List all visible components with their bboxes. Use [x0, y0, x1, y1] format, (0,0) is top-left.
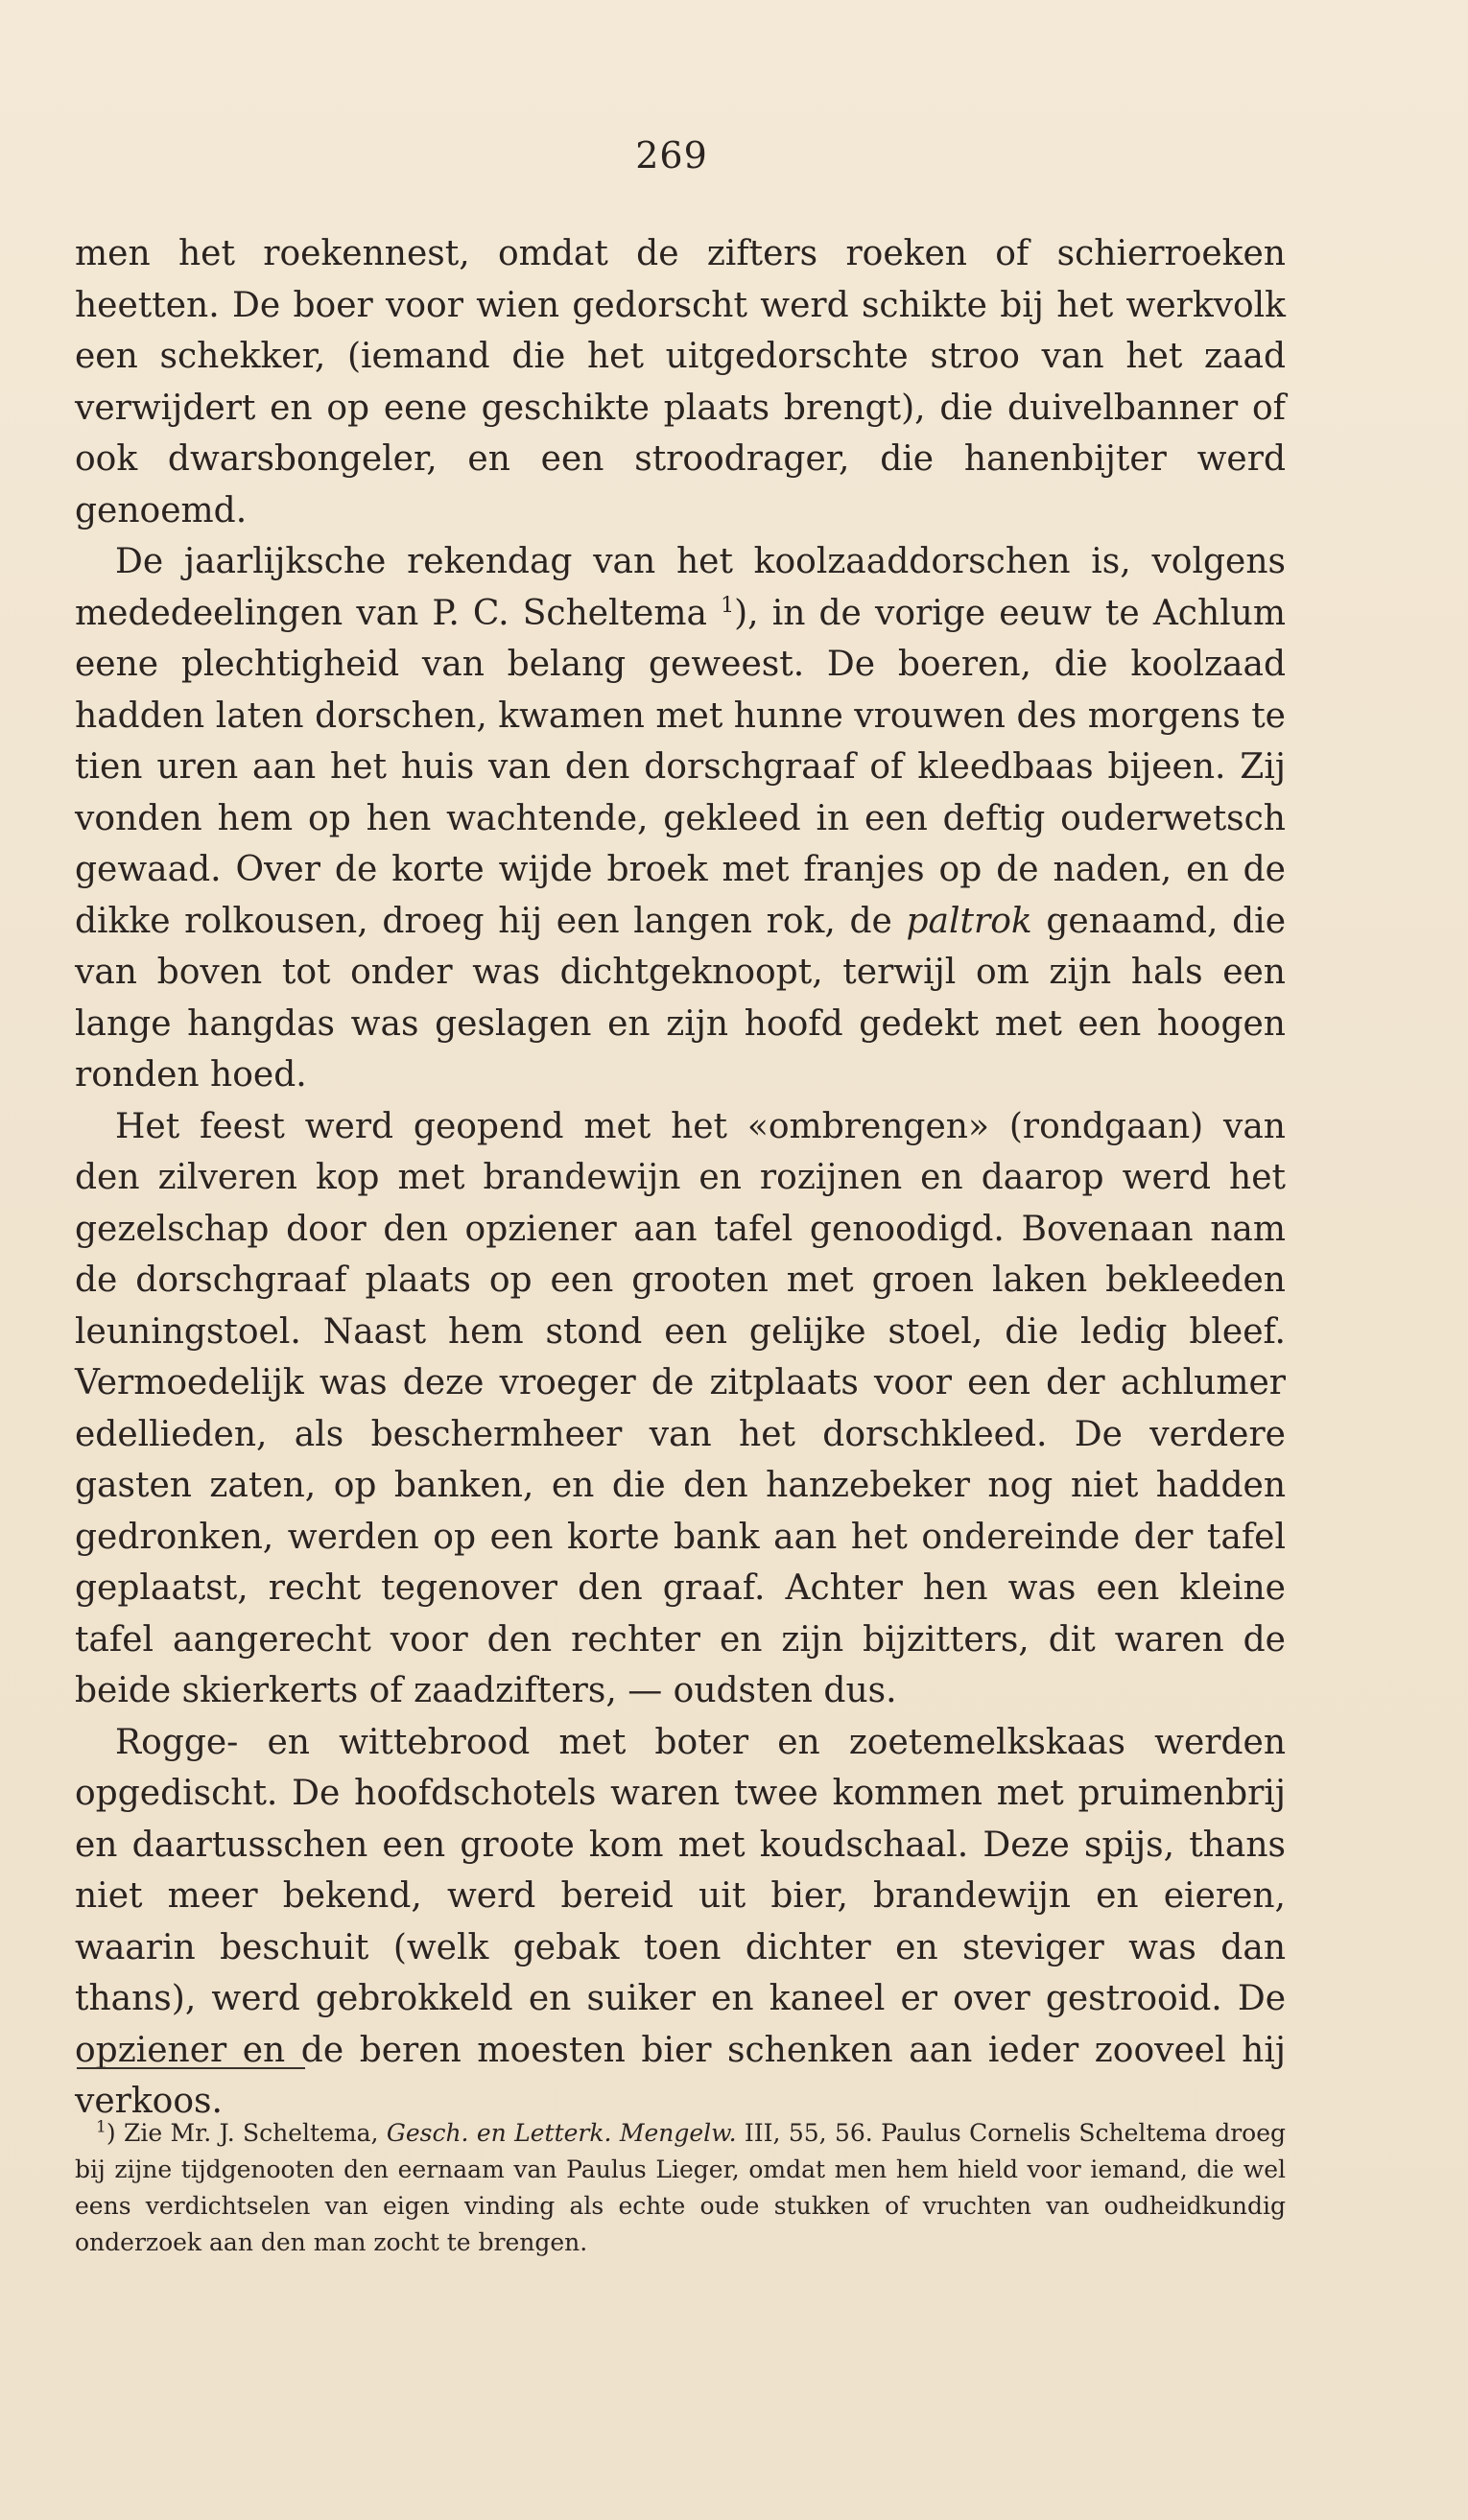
footnote-source-title: Gesch. en Letterk. Mengelw.: [386, 2119, 737, 2147]
paragraph-2-text-a: De jaarlijksche rekendag van het koolzaaddorschen is, volgens mededeelingen van P. C. Scheltema: [75, 542, 1286, 633]
paragraph-2: [75, 536, 1286, 1101]
paragraph-3: Het feest werd geopend met het «ombrengen» (rondgaan) van den zilveren kop met brandewijn en rozijnen en daarop werd het gezelschap door den opziener aan tafel genoodigd. Bovenaan nam de dorschgraaf plaats op een grooten met groen laken bekleeden leuningstoel. Naast hem stond een gelijke stoel, die ledig bleef. Vermoedelijk was deze vroeger de zitplaats voor een der achlumer edellieden, als beschermheer van het dorschkleed. De verdere gasten zaten, op banken, en die den hanzebeker nog niet hadden gedronken, werden op een korte bank aan het ondereinde der tafel geplaatst, recht tegenover den graaf. Achter hen was een kleine tafel aangerecht voor den rechter en zijn bijzitters, dit waren de beide skierkerts of zaadzifters, — oudsten dus.: [75, 1106, 1286, 1710]
paragraph-2-text-c: genaamd, die van boven tot onder was dichtgeknoopt, terwijl om zijn hals een lange hangdas was geslagen en zijn hoofd gedekt met een hoogen ronden hoed.: [75, 901, 1286, 1095]
footnote-separator: [77, 2067, 305, 2069]
footnote: [75, 2115, 1286, 2261]
paragraph-2-emphasis: paltrok: [906, 901, 1032, 941]
footnote-reference: 1: [721, 593, 735, 618]
paragraph-4: Rogge- en wittebrood met boter en zoetemelkskaas werden opgedischt. De hoofdschotels waren twee kommen met pruimenbrij en daartusschen een groote kom met koudschaal. Deze spijs, thans niet meer bekend, werd bereid uit bier, brandewijn en eieren, waarin beschuit (welk gebak toen dichter en steviger was dan thans), werd gebrokkeld en suiker en kaneel er over gestrooid. De opziener en de beren moesten bier schenken aan ieder zooveel hij verkoos.: [75, 1722, 1286, 2121]
page-number: 269: [635, 134, 708, 177]
footnote-text-b: III, 55, 56. Paulus Cornelis Scheltema droeg bij zijne tijdgenooten den eernaam van Paulus Lieger, omdat men hem hield voor iemand, die wel eens verdichtselen van eigen vinding als echte oude stukken of vruchten van oudheidkundig onderzoek aan den man zocht te brengen.: [75, 2119, 1287, 2256]
body-text: [75, 228, 1286, 2128]
footnote-text-a: ) Zie Mr. J. Scheltema,: [106, 2119, 379, 2147]
paragraph-1: men het roekennest, omdat de zifters roeken of schierroeken heetten. De boer voor wien gedorscht werd schikte bij het werkvolk een schekker, (iemand die het uitgedorschte stroo van het zaad verwijdert en op eene geschikte plaats brengt), die duivelbanner of ook dwarsbongeler, en een stroodrager, die hanenbijter werd genoemd.: [75, 234, 1286, 530]
paragraph-2-text-b: ), in de vorige eeuw te Achlum eene plechtigheid van belang geweest. De boeren, die koolzaad hadden laten dorschen, kwamen met hunne vrouwen des morgens te tien uren aan het huis van den dorschgraaf of kleedbaas bijeen. Zij vonden hem op hen wachtende, gekleed in een deftig ouderwetsch gewaad. Over de korte wijde broek met franjes op de naden, en de dikke rolkousen, droeg hij een langen rok, de: [75, 593, 1286, 941]
footnote-mark: 1: [96, 2117, 107, 2137]
